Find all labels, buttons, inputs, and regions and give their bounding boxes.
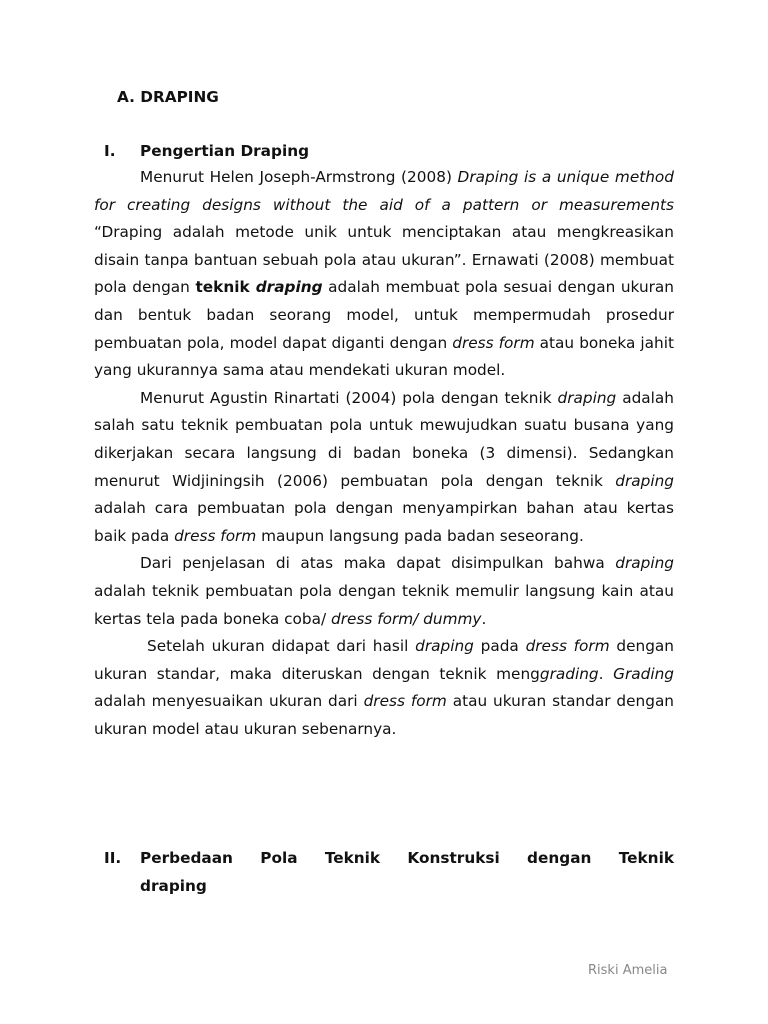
- footer-author: Riski Amelia: [588, 963, 668, 978]
- paragraph-1: Menurut Helen Joseph-Armstrong (2008) Draping is a unique method for creating designs without the aid of a pattern or measurements “Draping adalah metode unik untuk menciptakan atau mengkreasikan disain tanpa bantuan sebuah pola atau ukuran”. Ernawati (2008) membuat pola dengan teknik draping adalah membuat pola sesuai dengan ukuran dan bentuk badan seorang model, untuk mempermudah prosedur pembuatan pola, model dapat diganti dengan dress form atau boneka jahit yang ukurannya sama atau mendekati ukuran model.: [94, 168, 674, 380]
- section-heading-2: [94, 845, 674, 900]
- body-text: [94, 164, 674, 743]
- section-heading-1: [94, 138, 674, 166]
- paragraph-4: Setelah ukuran didapat dari hasil draping pada dress form dengan ukuran standar, maka diteruskan dengan teknik menggrading. Grading adalah menyesuaikan ukuran dari dress form atau ukuran standar dengan ukuran model atau ukuran sebenarnya.: [94, 637, 675, 738]
- section-number: II.: [104, 849, 122, 867]
- section-number: I.: [104, 142, 116, 160]
- section-title-line-1: Perbedaan Pola Teknik Konstruksi dengan Teknik: [140, 849, 674, 867]
- section-title-line-2: draping: [140, 876, 207, 895]
- paragraph-2: Menurut Agustin Rinartati (2004) pola dengan teknik draping adalah salah satu teknik pembuatan pola untuk mewujudkan suatu busana yang dikerjakan secara langsung di badan boneka (3 dimensi). Sedangkan menurut Widjiningsih (2006) pembuatan pola dengan teknik draping adalah cara pembuatan pola dengan menyampirkan bahan atau kertas baik pada dress form maupun langsung pada badan seseorang.: [94, 388, 674, 545]
- section-title: Pengertian Draping: [140, 142, 310, 160]
- paragraph-3: Dari penjelasan di atas maka dapat disimpulkan bahwa draping adalah teknik pembuatan pola dengan teknik memulir langsung kain atau kertas tela pada boneka coba/ dress form/ dummy.: [94, 554, 674, 628]
- chapter-heading: A. DRAPING: [117, 88, 219, 106]
